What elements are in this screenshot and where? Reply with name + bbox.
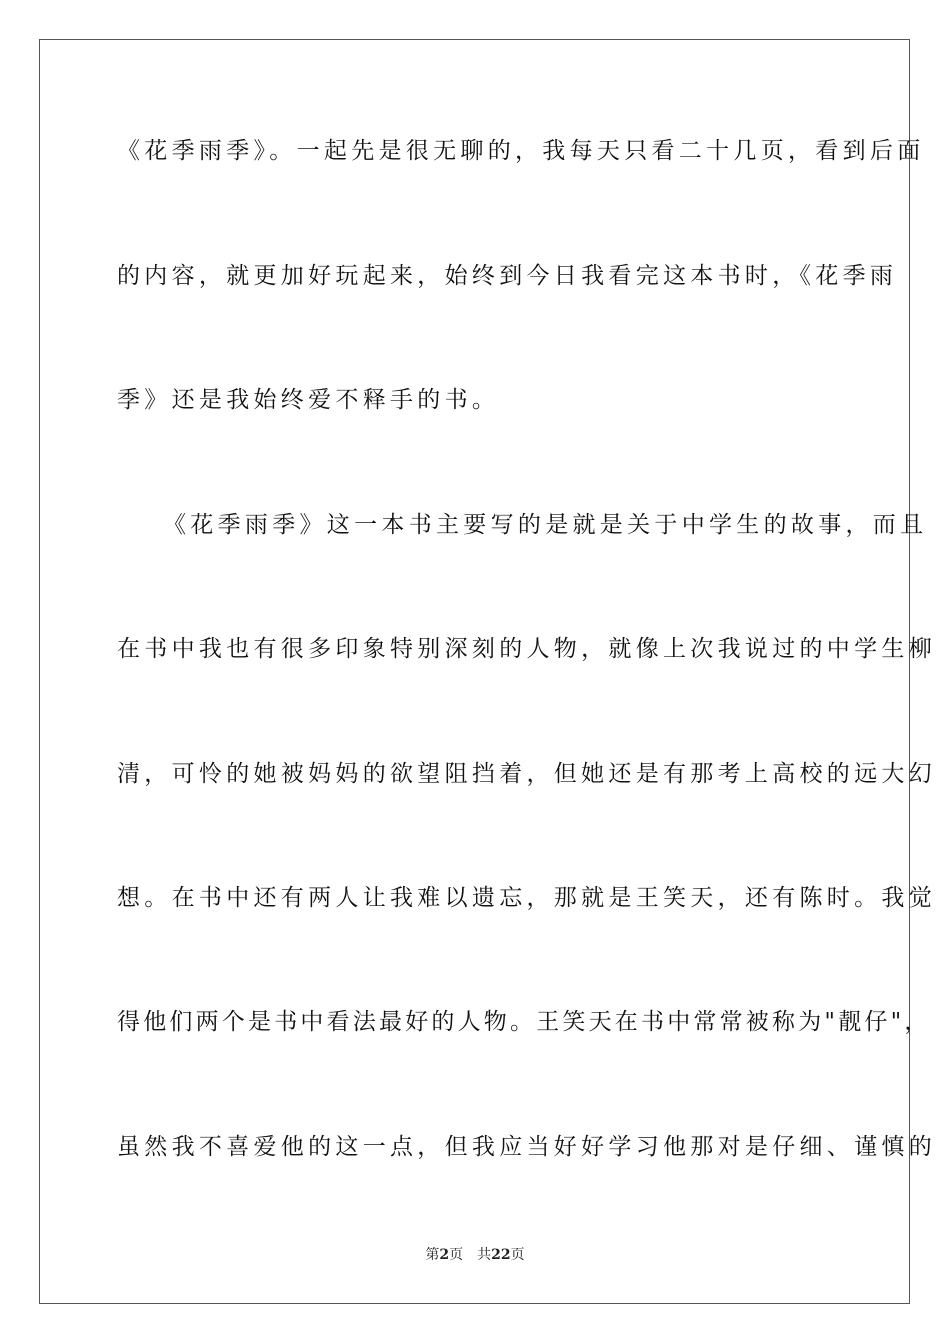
text-line: 想。在书中还有两人让我难以遗忘，那就是王笑天，还有陈时。我觉 (117, 885, 936, 911)
text-line: 虽然我不喜爱他的这一点，但我应当好好学习他那对是仔细、谨慎的 (117, 1134, 936, 1160)
page-number: 2 (439, 1247, 450, 1263)
text-line: 清，可怜的她被妈妈的欲望阻挡着，但她还是有那考上高校的远大幻 (117, 761, 936, 787)
total-label-suffix: 页 (510, 1247, 525, 1263)
text-line: 得他们两个是书中看法最好的人物。王笑天在书中常常被称为"靓仔"， (117, 1009, 931, 1035)
page-border (39, 39, 910, 1304)
text-line: 《花季雨季》。一起先是很无聊的，我每天只看二十几页，看到后面 (117, 138, 925, 164)
text-line: 季》还是我始终爱不释手的书。 (117, 387, 500, 413)
paragraph-first-line: 《花季雨季》这一本书主要写的是就是关于中学生的故事，而且 (163, 512, 928, 538)
text-line: 的内容，就更加好玩起来，始终到今日我看完这本书时，《花季雨 (117, 263, 898, 289)
page-footer (0, 1246, 950, 1264)
page-label-suffix: 页 (449, 1247, 464, 1263)
page-label-prefix: 第 (425, 1247, 440, 1263)
total-pages: 22 (491, 1247, 511, 1263)
total-label-prefix: 共 (477, 1247, 492, 1263)
text-line: 在书中我也有很多印象特别深刻的人物，就像上次我说过的中学生柳 (117, 636, 936, 662)
